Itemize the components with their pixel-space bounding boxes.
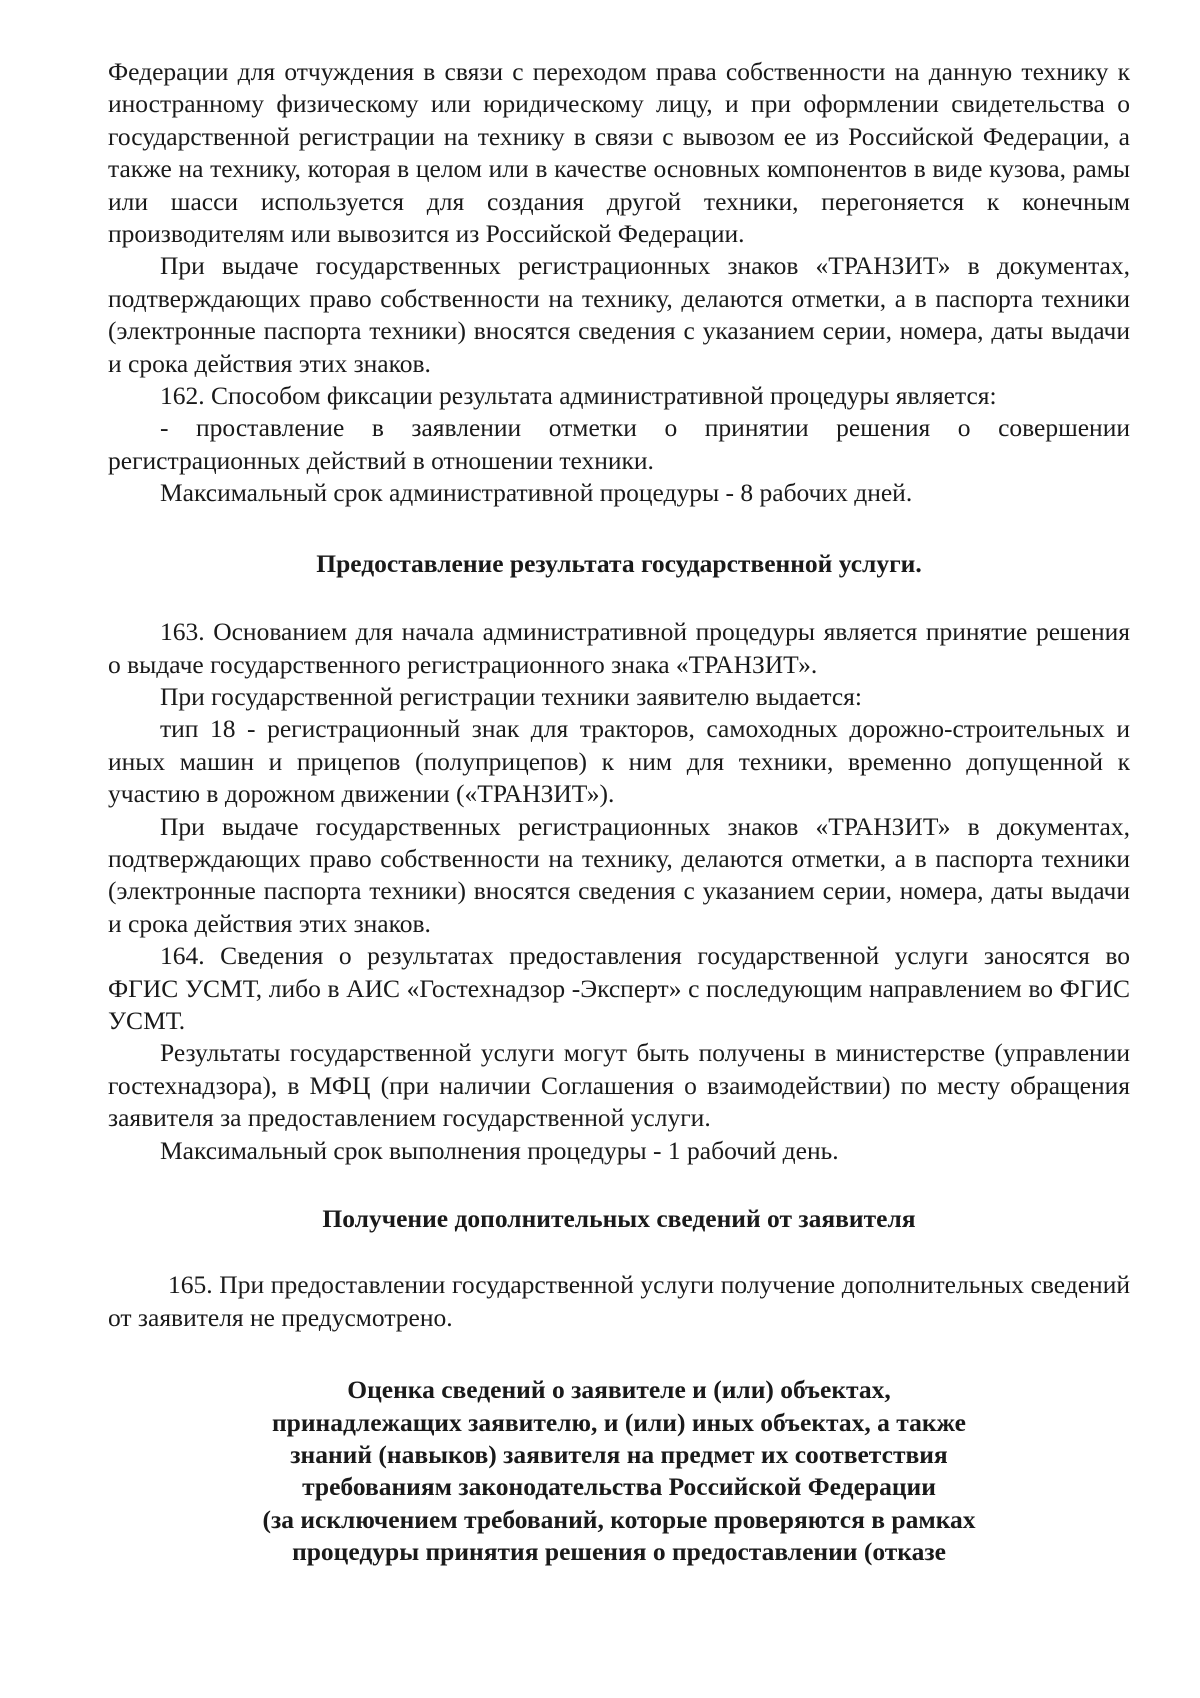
heading-line: требованиям законодательства Российской Федерации (302, 1472, 936, 1502)
paragraph-162: 162. Способом фиксации результата административной процедуры является: (160, 381, 997, 411)
paragraph-transit-marks-2: При выдаче государственных регистрационных знаков «ТРАНЗИТ» в документах, подтверждающих право собственности на технику, делаются отметки, а в паспорта техники (электронные паспорта техники) вносятся сведения с указанием серии, номера, даты выдачи и срока действия этих знаков. (108, 811, 1130, 938)
heading-line: знаний (навыков) заявителя на предмет их соответствия (290, 1440, 948, 1470)
paragraph-max-term-1: Максимальный срок выполнения процедуры - 1 рабочий день. (160, 1135, 839, 1165)
paragraph-results-obtained: Результаты государственной услуги могут быть получены в министерстве (управлении гостехнадзора), в МФЦ (при наличии Соглашения о взаимодействии) по месту обращения заявителя за предоставлением государственной услуги. (108, 1038, 1130, 1133)
heading-line: процедуры принятия решения о предоставлении (отказе (292, 1537, 946, 1567)
paragraph-issued: При государственной регистрации техники заявителю выдается: (160, 681, 862, 711)
paragraph-transit-marks: При выдаче государственных регистрационных знаков «ТРАНЗИТ» в документах, подтверждающих право собственности на технику, делаются отметки, а в паспорта техники (электронные паспорта техники) вносятся сведения с указанием серии, номера, даты выдачи и срока действия этих знаков. (108, 251, 1130, 378)
heading-line: Оценка сведений о заявителе и (или) объектах, (347, 1375, 891, 1405)
paragraph-165: 165. При предоставлении государственной услуги получение дополнительных сведений от заявителя не предусмотрено. (108, 1270, 1130, 1332)
section-heading-additional-info: Получение дополнительных сведений от заявителя (322, 1204, 916, 1233)
section-heading-assessment (108, 1374, 1130, 1568)
heading-line: (за исключением требований, которые проверяются в рамках (262, 1504, 976, 1534)
paragraph-type-18: тип 18 - регистрационный знак для тракторов, самоходных дорожно-строительных и иных машин и прицепов (полуприцепов) к ним для техники, временно допущенной к участию в дорожном движении («ТРАНЗИТ»). (108, 714, 1130, 809)
paragraph-intro-continuation: Федерации для отчуждения в связи с переходом права собственности на данную технику к иностранному физическому или юридическому лицу, и при оформлении свидетельства о государственной регистрации на технику в связи с вывозом ее из Российской Федерации, а также на технику, которая в целом или в качестве основных компонентов в виде кузова, рамы или шасси используется для создания другой техники, перегоняется к конечным производителям или вывозится из Российской Федерации. (108, 57, 1130, 249)
document-page (108, 56, 1130, 1569)
paragraph-162-item: - проставление в заявлении отметки о принятии решения о совершении регистрационных действий в отношении техники. (108, 413, 1130, 475)
paragraph-163: 163. Основанием для начала административной процедуры является принятие решения о выдаче государственного регистрационного знака «ТРАНЗИТ». (108, 617, 1130, 679)
section-heading-result: Предоставление результата государственной услуги. (316, 548, 922, 578)
paragraph-164: 164. Сведения о результатах предоставления государственной услуги заносятся во ФГИС УСМТ, либо в АИС «Гостехнадзор -Эксперт» с последующим направлением во ФГИС УСМТ. (108, 941, 1130, 1035)
paragraph-max-term-8: Максимальный срок административной процедуры - 8 рабочих дней. (160, 478, 913, 508)
heading-line: принадлежащих заявителю, и (или) иных объектах, а также (271, 1407, 966, 1437)
